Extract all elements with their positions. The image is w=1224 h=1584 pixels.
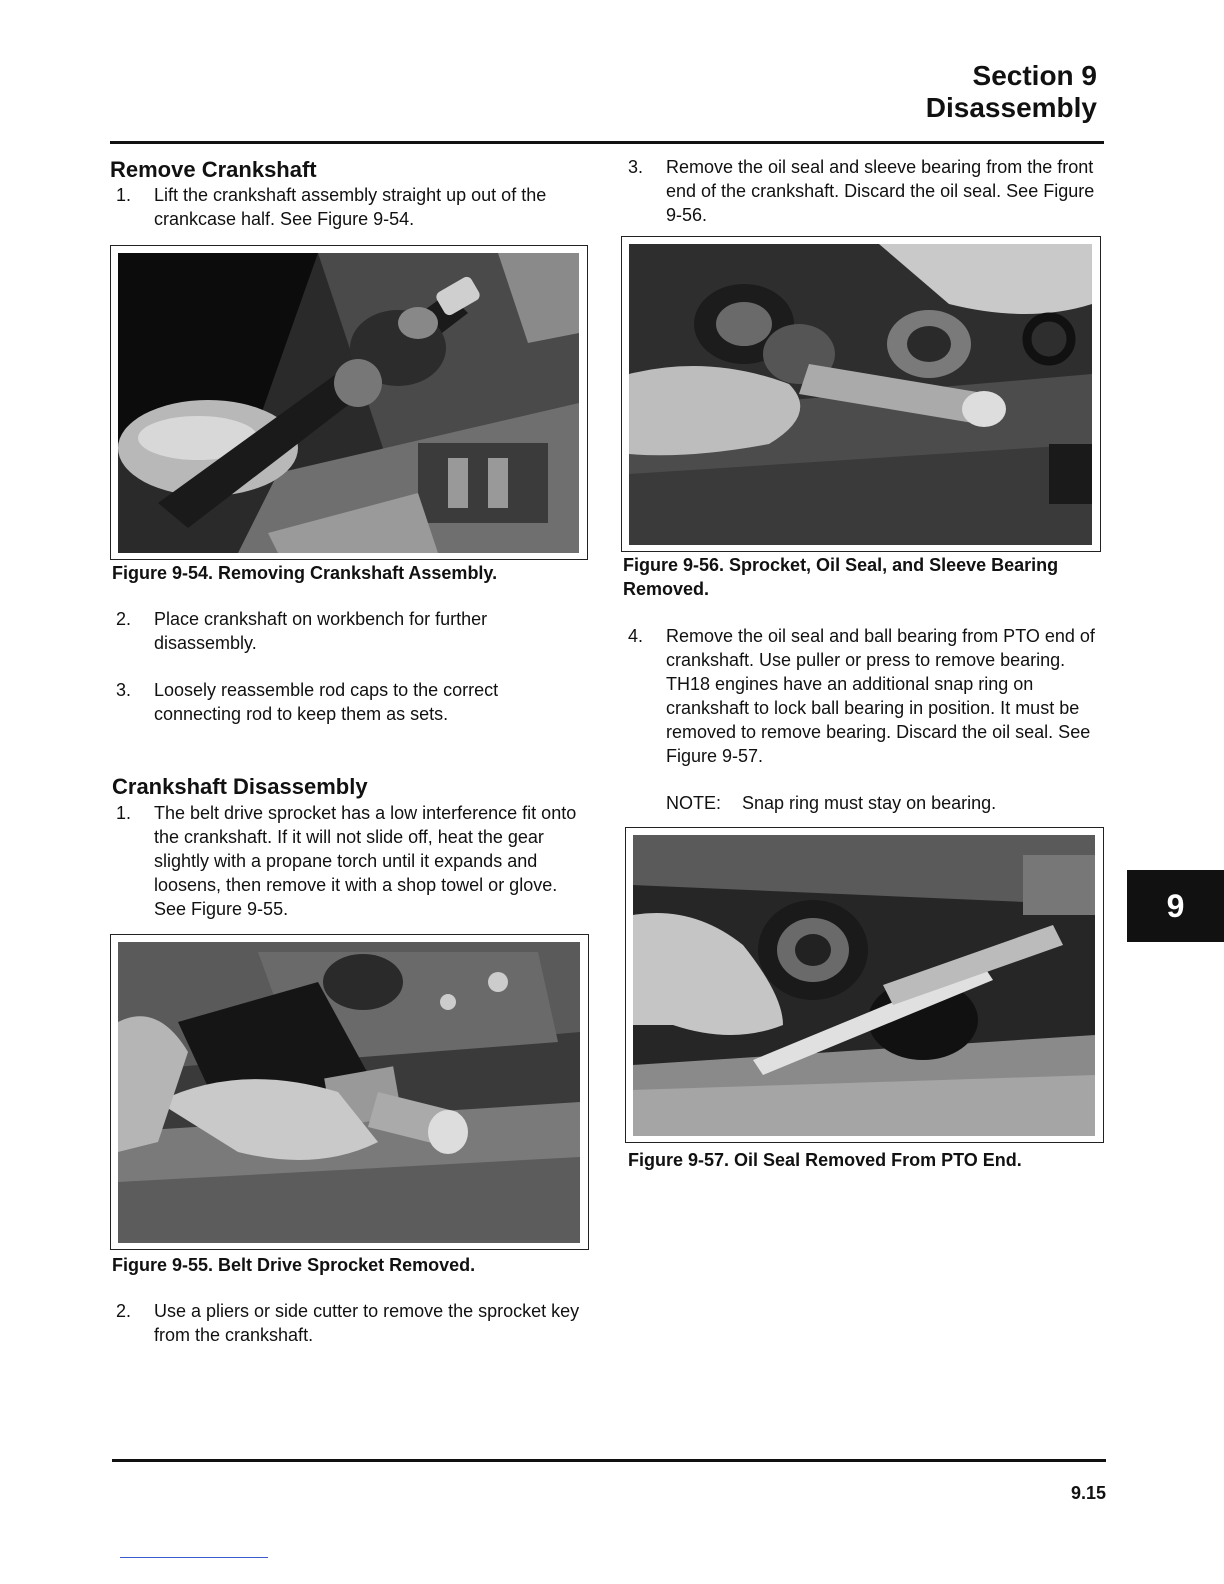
step-text: Remove the oil seal and sleeve bearing from the front end of the crankshaft. Discard the oil seal. See Figure 9-56. xyxy=(666,157,1095,225)
figure-9-56-caption: Figure 9-56. Sprocket, Oil Seal, and Sleeve Bearing Removed. xyxy=(623,555,1059,599)
disassembly-step-2 xyxy=(116,1299,586,1349)
step-text: The belt drive sprocket has a low interference fit onto the crankshaft. If it will not slide off, heat the gear slightly with a propane torch until it expands and loosens, then remove it with a shop towel or glove. See Figure 9-55. xyxy=(154,803,577,919)
step-text: Loosely reassemble rod caps to the correct connecting rod to keep them as sets. xyxy=(154,680,499,724)
pto-oil-seal-removed-photo xyxy=(633,835,1095,1136)
disassembly-step-1 xyxy=(116,801,586,926)
figure-9-57-caption: Figure 9-57. Oil Seal Removed From PTO End. xyxy=(628,1150,1022,1170)
remove-step-2 xyxy=(116,607,586,657)
section-number: Section 9 xyxy=(972,60,1097,91)
figure-9-54-caption: Figure 9-54. Removing Crankshaft Assembly. xyxy=(112,563,498,583)
note xyxy=(666,791,1096,815)
step-text: Lift the crankshaft assembly straight up out of the crankcase half. See Figure 9-54. xyxy=(154,185,547,229)
remove-step-1 xyxy=(116,183,586,233)
disassembly-step-4 xyxy=(628,624,1103,769)
figure-9-55-caption: Figure 9-55. Belt Drive Sprocket Removed. xyxy=(112,1255,476,1275)
header-rule xyxy=(110,141,1104,144)
note-text: Snap ring must stay on bearing. xyxy=(742,793,997,813)
step-text: Place crankshaft on workbench for further disassembly. xyxy=(154,609,488,653)
section-tab: 9 xyxy=(1127,870,1224,942)
step-number: 2. xyxy=(116,609,132,629)
crankshaft-disassembly-heading: Crankshaft Disassembly xyxy=(112,774,368,799)
step-number: 3. xyxy=(116,680,132,700)
oil-seal-sleeve-bearing-photo xyxy=(629,244,1092,545)
step-number: 2. xyxy=(116,1301,132,1321)
step-number: 1. xyxy=(116,185,132,205)
footer-rule xyxy=(112,1459,1106,1462)
section-title: Disassembly xyxy=(925,92,1097,123)
section-header xyxy=(926,60,1097,124)
note-label: NOTE: xyxy=(666,793,722,813)
step-number: 4. xyxy=(628,626,644,646)
step-text: Remove the oil seal and ball bearing from PTO end of crankshaft. Use puller or press to remove bearing. TH18 engines have an additional snap ring on crankshaft to lock ball bearing in position. It must be removed to remove bearing. Discard the oil seal. See Figure 9-57. xyxy=(666,626,1095,766)
footer-line xyxy=(120,1557,268,1558)
remove-step-3 xyxy=(116,678,586,728)
step-text: Use a pliers or side cutter to remove the sprocket key from the crankshaft. xyxy=(154,1301,580,1345)
figure-9-55 xyxy=(110,934,589,1250)
disassembly-step-3 xyxy=(628,155,1098,230)
figure-9-57 xyxy=(625,827,1104,1143)
step-number: 3. xyxy=(628,157,644,177)
crankshaft-lift-photo xyxy=(118,253,579,553)
remove-crankshaft-heading: Remove Crankshaft xyxy=(110,157,317,182)
page-number: 9.15 xyxy=(1070,1483,1106,1503)
figure-9-56 xyxy=(621,236,1101,552)
step-number: 1. xyxy=(116,803,132,823)
sprocket-removed-photo xyxy=(118,942,580,1243)
figure-9-54 xyxy=(110,245,588,560)
